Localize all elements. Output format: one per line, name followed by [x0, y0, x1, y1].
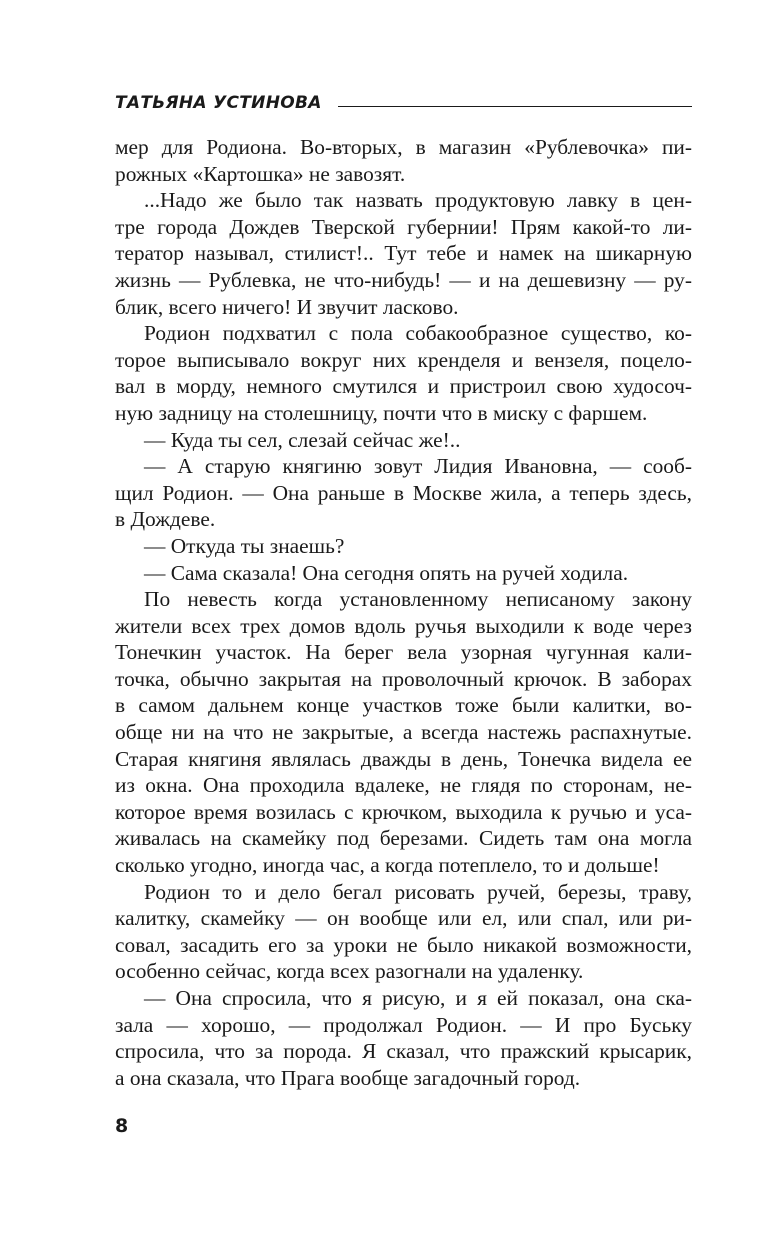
- text-line: а она сказала, что Прага вообще загадочный город.: [115, 1065, 581, 1090]
- text-line: рожных «Картошка» не завозят.: [115, 161, 406, 186]
- text-line: ную задницу на столешницу, почти что в миску с фаршем.: [115, 400, 648, 425]
- text-line: обще ни на что не закрытые, а всегда настежь распахнутые.: [115, 720, 692, 745]
- running-header: [115, 90, 692, 116]
- text-line: тре города Дождев Тверской губернии! Прям какой-то ли-: [115, 214, 692, 239]
- text-line: Родион то и дело бегал рисовать ручей, березы, траву,: [144, 879, 692, 904]
- text-line: щил Родион. — Она раньше в Москве жила, а теперь здесь,: [115, 480, 692, 505]
- text-line: совал, засадить его за уроки не было никакой возможности,: [115, 932, 692, 957]
- text-line: сколько угодно, иногда час, а когда потеплело, то и дольше!: [115, 853, 660, 878]
- page-number: 8: [115, 1115, 129, 1137]
- text-line: в самом дальнем конце участков тоже были калитки, во-: [115, 693, 692, 718]
- author-name: ТАТЬЯНА УСТИНОВА: [115, 93, 322, 113]
- text-line: особенно сейчас, когда всех разогнали на удаленку.: [115, 959, 584, 984]
- text-line: — Куда ты сел, слезай сейчас же!..: [144, 427, 461, 452]
- text-line: Тонечкин участок. На берег вела узорная чугунная кали-: [115, 640, 692, 665]
- text-line: жизнь — Рублевка, не что-нибудь! — и на дешевизну — ру-: [115, 267, 692, 292]
- header-rule: [338, 106, 692, 107]
- body-text: [115, 134, 692, 1091]
- text-line: тератор называл, стилист!.. Тут тебе и намек на шикарную: [115, 241, 692, 266]
- text-line: — Она спросила, что я рисую, и я ей показал, она ска-: [144, 986, 692, 1010]
- text-line: — А старую княгиню зовут Лидия Ивановна, — сооб-: [144, 454, 692, 479]
- text-line: калитку, скамейку — он вообще или ел, или спал, или ри-: [115, 906, 692, 931]
- text-line: — Откуда ты знаешь?: [144, 533, 345, 558]
- text-line: спросила, что за порода. Я сказал, что пражский крысарик,: [115, 1039, 692, 1064]
- text-line: вал в морду, немного смутился и пристроил свою худосоч-: [115, 374, 692, 399]
- text-line: блик, всего ничего! И звучит ласково.: [115, 294, 459, 319]
- text-line: которое время возилась с крючком, выходила к ручью и уса-: [115, 799, 692, 824]
- text-line: ...Надо же было так назвать продуктовую лавку в цен-: [144, 188, 692, 213]
- text-line: торое выписывало вокруг них кренделя и вензеля, поцело-: [115, 347, 692, 372]
- text-line: зала — хорошо, — продолжал Родион. — И про Буську: [115, 1012, 692, 1037]
- text-line: живалась на скамейку под березами. Сидеть там она могла: [115, 826, 692, 851]
- text-line: — Сама сказала! Она сегодня опять на ручей ходила.: [144, 560, 629, 585]
- text-line: Родион подхватил с пола собакообразное существо, ко-: [144, 321, 692, 346]
- text-line: По невесть когда установленному неписаному закону: [144, 587, 692, 612]
- text-line: жители всех трех домов вдоль ручья выходили к воде через: [115, 613, 692, 638]
- text-line: точка, обычно закрытая на проволочный крючок. В заборах: [115, 666, 692, 691]
- text-line: Старая княгиня являлась дважды в день, Тонечка видела ее: [115, 746, 692, 771]
- text-line: из окна. Она проходила вдалеке, не глядя по сторонам, не-: [115, 773, 692, 798]
- text-line: мер для Родиона. Во-вторых, в магазин «Рублевочка» пи-: [115, 135, 692, 159]
- text-line: в Дождеве.: [115, 507, 216, 532]
